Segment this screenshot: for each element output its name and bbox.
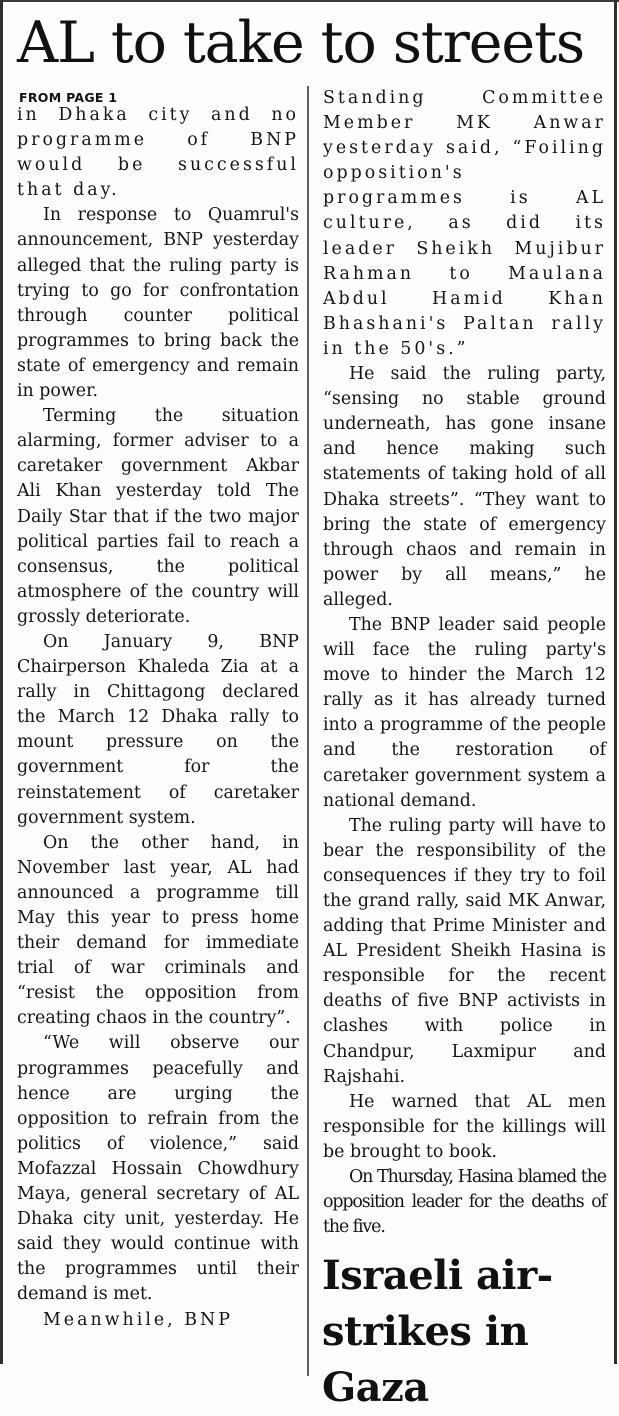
paragraph: In response to Quamrul's announcement, BNP yesterday alleged that the ruling party is trying to go for confrontation through counter political programmes to bring back the state of emergency and remain in power. xyxy=(17,205,299,402)
next-article-headline xyxy=(322,1248,612,1416)
paragraph: On Thursday, Hasina blamed the opposition leader for the deaths of the five. xyxy=(323,1167,606,1238)
right-column xyxy=(323,86,606,1240)
paragraph: The BNP leader said people will face the ruling party's move to hinder the March 12 rally as it has already turned into a programme of the people and the restoration of caretaker government system a national demand. xyxy=(323,614,606,811)
headline-line: Gaza xyxy=(322,1364,429,1411)
paragraph: He said the ruling party, “sensing no stable ground underneath, has gone insane and hence making such statements of taking hold of all Dhaka streets”. “They want to bring the state of emergency through chaos and remain in power by all means,” he alleged. xyxy=(323,364,606,610)
paragraph: On the other hand, in November last year, AL had announced a programme till May this year to press home their demand for immediate trial of war criminals and “resist the opposition from creating chaos in the country”. xyxy=(17,832,299,1029)
paragraph: The ruling party will have to bear the responsibility of the consequences if they try to foil the grand rally, said MK Anwar, adding that Prime Minister and AL President Sheikh Hasina is responsible for the recent deaths of five BNP activists in clashes with police in Chandpur, Laxmipur and Rajshahi. xyxy=(323,815,606,1087)
paragraph: in Dhaka city and no programme of BNP would be successful that day. xyxy=(17,105,299,201)
left-border-rule xyxy=(0,0,3,1364)
paragraph: Meanwhile, BNP xyxy=(43,1309,233,1330)
left-column xyxy=(17,103,299,1333)
article-headline: AL to take to streets xyxy=(17,10,585,76)
column-divider xyxy=(307,86,309,1376)
right-border-rule xyxy=(614,0,617,1364)
headline-line: strikes in xyxy=(322,1308,529,1355)
headline-line: Israeli air- xyxy=(322,1252,553,1299)
paragraph: Terming the situation alarming, former adviser to a caretaker government Akbar Ali Khan yesterday told The Daily Star that if the two major political parties fail to reach a consensus, the political atmosphere of the country will grossly deteriorate. xyxy=(17,406,299,627)
paragraph: On January 9, BNP Chairperson Khaleda Zia at a rally in Chittagong declared the March 12 Dhaka rally to mount pressure on the government for the reinstatement of caretaker government system. xyxy=(17,631,299,828)
paragraph: “We will observe our programmes peacefully and hence are urging the opposition to refrain from the politics of violence,” said Mofazzal Hossain Chowdhury Maya, general secretary of AL Dhaka city unit, yesterday. He said they would continue with the programmes until their demand is met. xyxy=(17,1033,299,1305)
paragraph: He warned that AL men responsible for the killings will be brought to book. xyxy=(323,1091,606,1162)
paragraph: Standing Committee Member MK Anwar yesterday said, “Foiling opposition's programmes is AL culture, as did its leader Sheikh Mujibur Rahman to Maulana Abdul Hamid Khan Bhashani's Paltan rally in the 50's.” xyxy=(323,88,606,359)
jump-label: FROM PAGE 1 xyxy=(19,90,118,105)
